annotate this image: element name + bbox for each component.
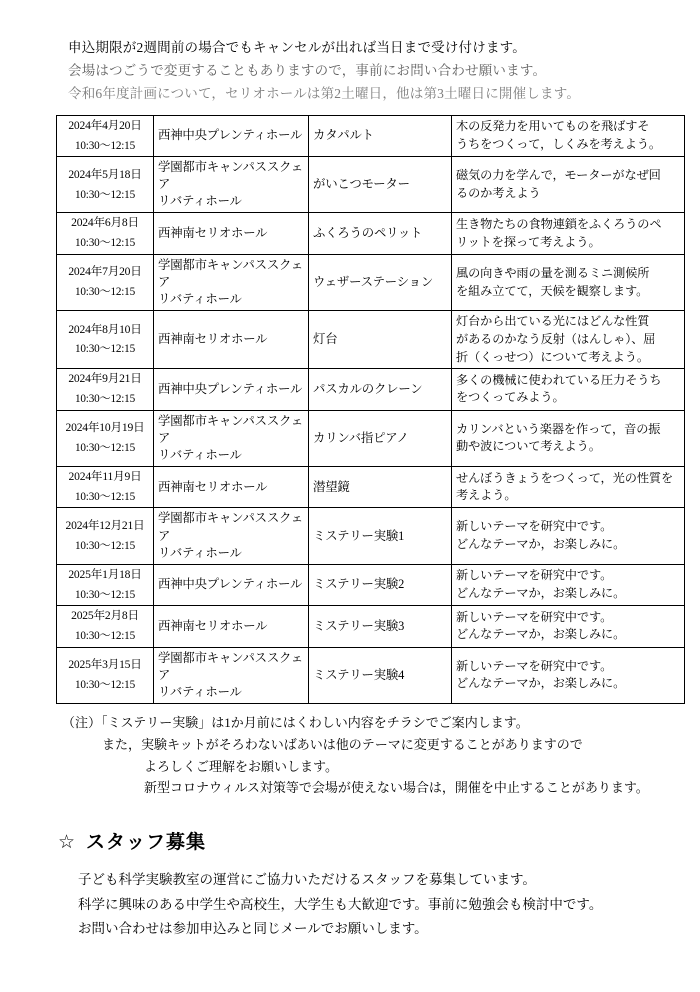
table-row (57, 410, 685, 466)
cell-description (452, 410, 685, 466)
time-text: 10:30～12:15 (75, 139, 135, 152)
cell-place (154, 213, 309, 254)
time-text: 10:30～12:15 (75, 679, 135, 692)
cell-description (452, 254, 685, 310)
cell-theme (309, 213, 452, 254)
time-text: 10:30～12:15 (75, 588, 135, 601)
cell-description (452, 606, 685, 647)
staff-section-heading (0, 827, 700, 854)
date-text: 2025年1月18日 (68, 567, 142, 581)
time-text: 10:30～12:15 (75, 491, 135, 503)
intro-line-3: 令和6年度計画について，セリオホールは第2土曜日，他は第3土曜日に開催します。 (68, 86, 581, 102)
star-icon: ☆ (58, 832, 77, 854)
cell-theme (309, 467, 452, 508)
date-text: 2024年10月19日 (65, 421, 145, 435)
place-line-2: リバティホール (158, 194, 242, 209)
table-row (57, 647, 685, 703)
date-text: 2024年8月10日 (68, 322, 142, 336)
cell-date (57, 213, 154, 254)
note-line-3: よろしくご理解をお願いします。 (144, 758, 338, 774)
note-line-4: 新型コロナウィルス対策等で会場が使えない場合は，開催を中止することがあります。 (144, 780, 649, 796)
theme-text: ミステリー実験4 (313, 667, 405, 682)
time-text: 10:30～12:15 (75, 393, 135, 406)
cell-description (452, 467, 685, 508)
cell-date (57, 311, 154, 369)
cell-theme (309, 254, 452, 310)
cell-theme (309, 606, 452, 647)
place-line-1: 学園都市キャンパススクェア (158, 511, 304, 543)
intro-line-2: 会場はつごうで変更することもありますので，事前にお問い合わせ願います。 (68, 63, 547, 79)
cell-theme (309, 311, 452, 369)
time-text: 10:30～12:15 (75, 188, 135, 201)
place-line-1: 西神南セリオホール (158, 226, 268, 241)
cell-date (57, 410, 154, 466)
time-text: 10:30～12:15 (75, 237, 135, 250)
desc-line-1: 新しいテーマを研究中です。 (456, 568, 613, 583)
cell-date (57, 254, 154, 310)
date-text: 2025年2月8日 (71, 609, 139, 623)
cell-theme (309, 564, 452, 605)
theme-text: ミステリー実験1 (313, 528, 405, 543)
place-line-2: リバティホール (158, 292, 242, 307)
desc-line-2: リットを探って考えよう。 (456, 234, 601, 249)
cell-date (57, 647, 154, 703)
schedule-table-body (57, 115, 685, 703)
desc-line-2: 動や波について考えよう。 (456, 439, 601, 454)
theme-text: ミステリー実験2 (313, 577, 405, 592)
time-text: 10:30～12:15 (75, 630, 135, 643)
theme-text: ウェザーステーション (313, 274, 434, 289)
cell-description (452, 508, 685, 564)
table-row (57, 254, 685, 310)
time-text: 10:30～12:15 (75, 286, 135, 299)
cell-description (452, 369, 685, 410)
date-text: 2024年11月9日 (68, 470, 142, 484)
cell-description (452, 311, 685, 369)
place-line-1: 西神南セリオホール (158, 332, 268, 347)
theme-text: がいこつモーター (313, 177, 410, 192)
table-row (57, 157, 685, 213)
table-row (57, 508, 685, 564)
cell-place (154, 606, 309, 647)
staff-line-1: 子ども科学実験教室の運営にご協力いただけるスタッフを募集しています。 (78, 872, 536, 888)
desc-line-2: どんなテーマか，お楽しみに。 (456, 676, 626, 691)
cell-theme (309, 115, 452, 156)
theme-text: パスカルのクレーン (313, 381, 423, 396)
cell-place (154, 115, 309, 156)
time-text: 10:30～12:15 (75, 343, 135, 356)
table-row (57, 467, 685, 508)
cell-place (154, 369, 309, 410)
note-line-1: （注）「ミステリー実験」は1か月前にはくわしい内容をチラシでご案内します。 (62, 714, 529, 730)
place-line-2: リバティホール (158, 447, 242, 462)
staff-line-2: 科学に興味のある中学生や高校生，大学生も大歓迎です。事前に勉強会も検討中です。 (78, 896, 603, 912)
cell-date (57, 157, 154, 213)
cell-date (57, 508, 154, 564)
notes-block (0, 712, 700, 799)
desc-line-2: 考えよう。 (456, 488, 517, 503)
desc-line-1: 磁気の力を学んで，モーターがなぜ回 (456, 168, 661, 183)
cell-place (154, 647, 309, 703)
cell-description (452, 647, 685, 703)
table-row (57, 564, 685, 605)
table-row (57, 213, 685, 254)
cell-description (452, 213, 685, 254)
cell-place (154, 467, 309, 508)
place-line-1: 学園都市キャンパススクェア (158, 160, 304, 192)
desc-line-1: 木の反発力を用いてものを飛ばすそ (456, 119, 650, 134)
cell-place (154, 410, 309, 466)
staff-line-3: お問い合わせは参加申込みと同じメールでお願いします。 (78, 921, 428, 937)
place-line-1: 学園都市キャンパススクェア (158, 257, 304, 289)
place-line-1: 学園都市キャンパススクェア (158, 650, 304, 682)
time-text: 10:30～12:15 (75, 539, 135, 552)
cell-place (154, 311, 309, 369)
theme-text: カタパルト (313, 128, 374, 143)
theme-text: 灯台 (313, 332, 338, 347)
desc-line-2: をつくってみよう。 (456, 390, 565, 405)
desc-line-2: どんなテーマか，お楽しみに。 (456, 586, 626, 600)
cell-description (452, 115, 685, 156)
staff-heading-text: スタッフ募集 (86, 832, 207, 854)
table-row (57, 369, 685, 410)
cell-theme (309, 369, 452, 410)
cell-theme (309, 508, 452, 564)
desc-line-1: 生き物たちの食物連鎖をふくろうのペ (456, 216, 662, 231)
table-row (57, 311, 685, 369)
theme-text: カリンバ指ピアノ (313, 430, 409, 445)
cell-description (452, 157, 685, 213)
desc-line-1: 新しいテーマを研究中です。 (456, 519, 613, 534)
place-line-1: 西神中央プレンティホール (158, 577, 303, 592)
cell-description (452, 564, 685, 605)
cell-date (57, 606, 154, 647)
cell-place (154, 254, 309, 310)
date-text: 2024年5月18日 (68, 167, 142, 181)
cell-theme (309, 157, 452, 213)
note-line-2: また，実験キットがそろわないばあいは他のテーマに変更することがありますので (102, 736, 583, 752)
intro-line-1: 申込期限が2週間前の場合でもキャンセルが出れば当日まで受け付けます。 (68, 40, 526, 55)
schedule-table (56, 115, 685, 704)
theme-text: ふくろうのペリット (313, 226, 423, 241)
place-line-1: 西神中央プレンティホール (158, 128, 303, 143)
table-row (57, 606, 685, 647)
desc-line-2: があるのかなう反射（はんしゃ）、屈 (456, 331, 656, 346)
desc-line-1: 風の向きや雨の量を測るミニ測候所 (456, 265, 650, 280)
cell-place (154, 564, 309, 605)
desc-line-2: どんなテーマか，お楽しみに。 (456, 537, 626, 552)
date-text: 2024年6月8日 (71, 216, 139, 230)
staff-body (0, 868, 700, 942)
desc-line-1: カリンバという楽器を作って，音の振 (456, 421, 661, 436)
desc-line-1: 多くの機械に使われている圧力そうち (456, 372, 662, 387)
place-line-1: 西神中央プレンティホール (158, 381, 303, 396)
cell-theme (309, 410, 452, 466)
cell-place (154, 508, 309, 564)
time-text: 10:30～12:15 (75, 442, 135, 455)
date-text: 2024年12月21日 (65, 518, 145, 532)
table-row (57, 115, 685, 156)
place-line-1: 西神南セリオホール (158, 479, 268, 494)
date-text: 2025年3月15日 (68, 658, 142, 672)
date-text: 2024年4月20日 (68, 118, 142, 132)
place-line-1: 学園都市キャンパススクェア (158, 413, 304, 445)
desc-line-1: 新しいテーマを研究中です。 (456, 658, 613, 673)
place-line-2: リバティホール (158, 545, 242, 560)
desc-line-3: 折（くっせつ）について考えよう。 (456, 349, 649, 364)
cell-date (57, 564, 154, 605)
place-line-1: 西神南セリオホール (158, 618, 268, 633)
date-text: 2024年7月20日 (68, 265, 142, 279)
place-line-2: リバティホール (158, 684, 242, 699)
cell-theme (309, 647, 452, 703)
desc-line-1: 新しいテーマを研究中です。 (456, 609, 613, 624)
theme-text: ミステリー実験3 (313, 618, 405, 633)
desc-line-2: うちをつくって，しくみを考えよう。 (456, 136, 661, 151)
cell-date (57, 115, 154, 156)
desc-line-2: るのか考えよう (456, 185, 541, 200)
desc-line-2: を組み立てて，天候を観察します。 (456, 283, 649, 298)
intro-block (0, 0, 700, 106)
cell-date (57, 467, 154, 508)
cell-date (57, 369, 154, 410)
date-text: 2024年9月21日 (68, 372, 142, 386)
cell-place (154, 157, 309, 213)
theme-text: 潜望鏡 (313, 479, 350, 494)
desc-line-1: せんぼうきょうをつくって，光の性質を (456, 470, 674, 485)
desc-line-1: 灯台から出ている光にはどんな性質 (456, 314, 650, 329)
desc-line-2: どんなテーマか，お楽しみに。 (456, 627, 626, 642)
